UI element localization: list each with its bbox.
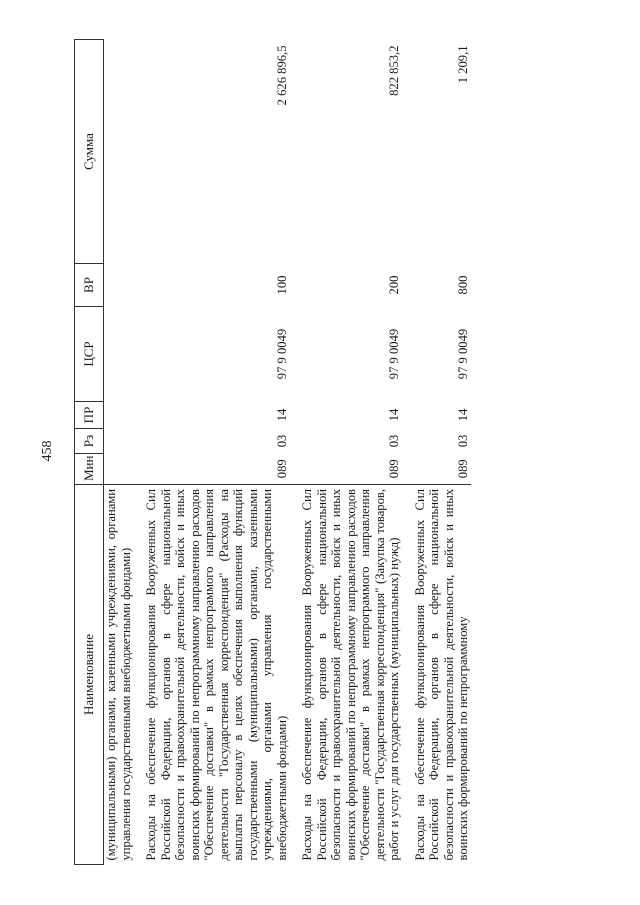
row-sum: 822 853,2 [387, 45, 401, 96]
header-pr: ПР [75, 402, 104, 429]
row-min: 089 [289, 454, 402, 485]
row-vr: 100 [274, 275, 289, 295]
table-row [289, 40, 402, 865]
table-row [133, 40, 289, 865]
row-pr: 14 [387, 408, 401, 422]
budget-table-page [74, 40, 574, 865]
table-row-continuation [104, 40, 134, 865]
row-csr: 97 9 0049 [387, 328, 401, 380]
header-rz: Рз [75, 429, 104, 454]
row-pr: 14 [456, 408, 470, 422]
header-csr: ЦСР [75, 307, 104, 402]
row-vr: 200 [387, 275, 401, 295]
table-row [402, 40, 471, 865]
page-number: 458 [40, 440, 55, 462]
row-csr: 97 9 0049 [274, 328, 289, 380]
row-min: 089 [402, 454, 471, 485]
row-csr: 97 9 0049 [456, 328, 470, 380]
header-min: Мин [75, 454, 104, 485]
row-rz: 03 [456, 434, 470, 448]
row-name: Расходы на обеспечение функционирования Вооруженных Сил Российской Федерации, органов в сфере национальной безопасности и правоохранительной деятельности, войск и иных воинских формирований по непрограммному направлению расходов "Обеспечение доставки" в рамках непрограммого направления деятельности "Государственная корреспонденция" (Расходы на выплаты персоналу в целях обеспечения выполнения функций государственными (муниципальными) органами, казенными учреждениями, органами управления государственными внебюджетными фондами) [144, 489, 289, 861]
header-sum: Сумма [75, 40, 104, 264]
row-rz: 03 [387, 434, 401, 448]
table-header-row [75, 40, 104, 865]
row-sum: 2 626 896,5 [274, 45, 289, 106]
row-name: Расходы на обеспечение функционирования Вооруженных Сил Российской Федерации, органов в сфере национальной безопасности и правоохранительной деятельности, войск и иных воинских формирований по непрограммному направлению расходов "Обеспечение доставки" в рамках непрограммого направления деятельности "Государственная корреспонденция" (Закупка товаров, работ и услуг для государственных (муниципальных) нужд) [300, 489, 401, 861]
budget-table [74, 39, 471, 865]
row-continuation-name: (муниципальными) органами, казенными учреждениями, органами управления государственными внебюджетными фондами) [104, 489, 133, 861]
row-sum: 1 209,1 [456, 45, 470, 84]
row-rz: 03 [274, 434, 289, 448]
row-name: Расходы на обеспечение функционирования Вооруженных Сил Российской Федерации, органов в сфере национальной безопасности и правоохранительной деятельности, войск и иных воинских формирований по непрограммному [412, 489, 470, 861]
header-vr: ВР [75, 264, 104, 307]
row-vr: 800 [456, 275, 470, 295]
row-min: 089 [133, 454, 289, 485]
header-name: Наименование [75, 485, 104, 865]
row-pr: 14 [274, 408, 289, 422]
